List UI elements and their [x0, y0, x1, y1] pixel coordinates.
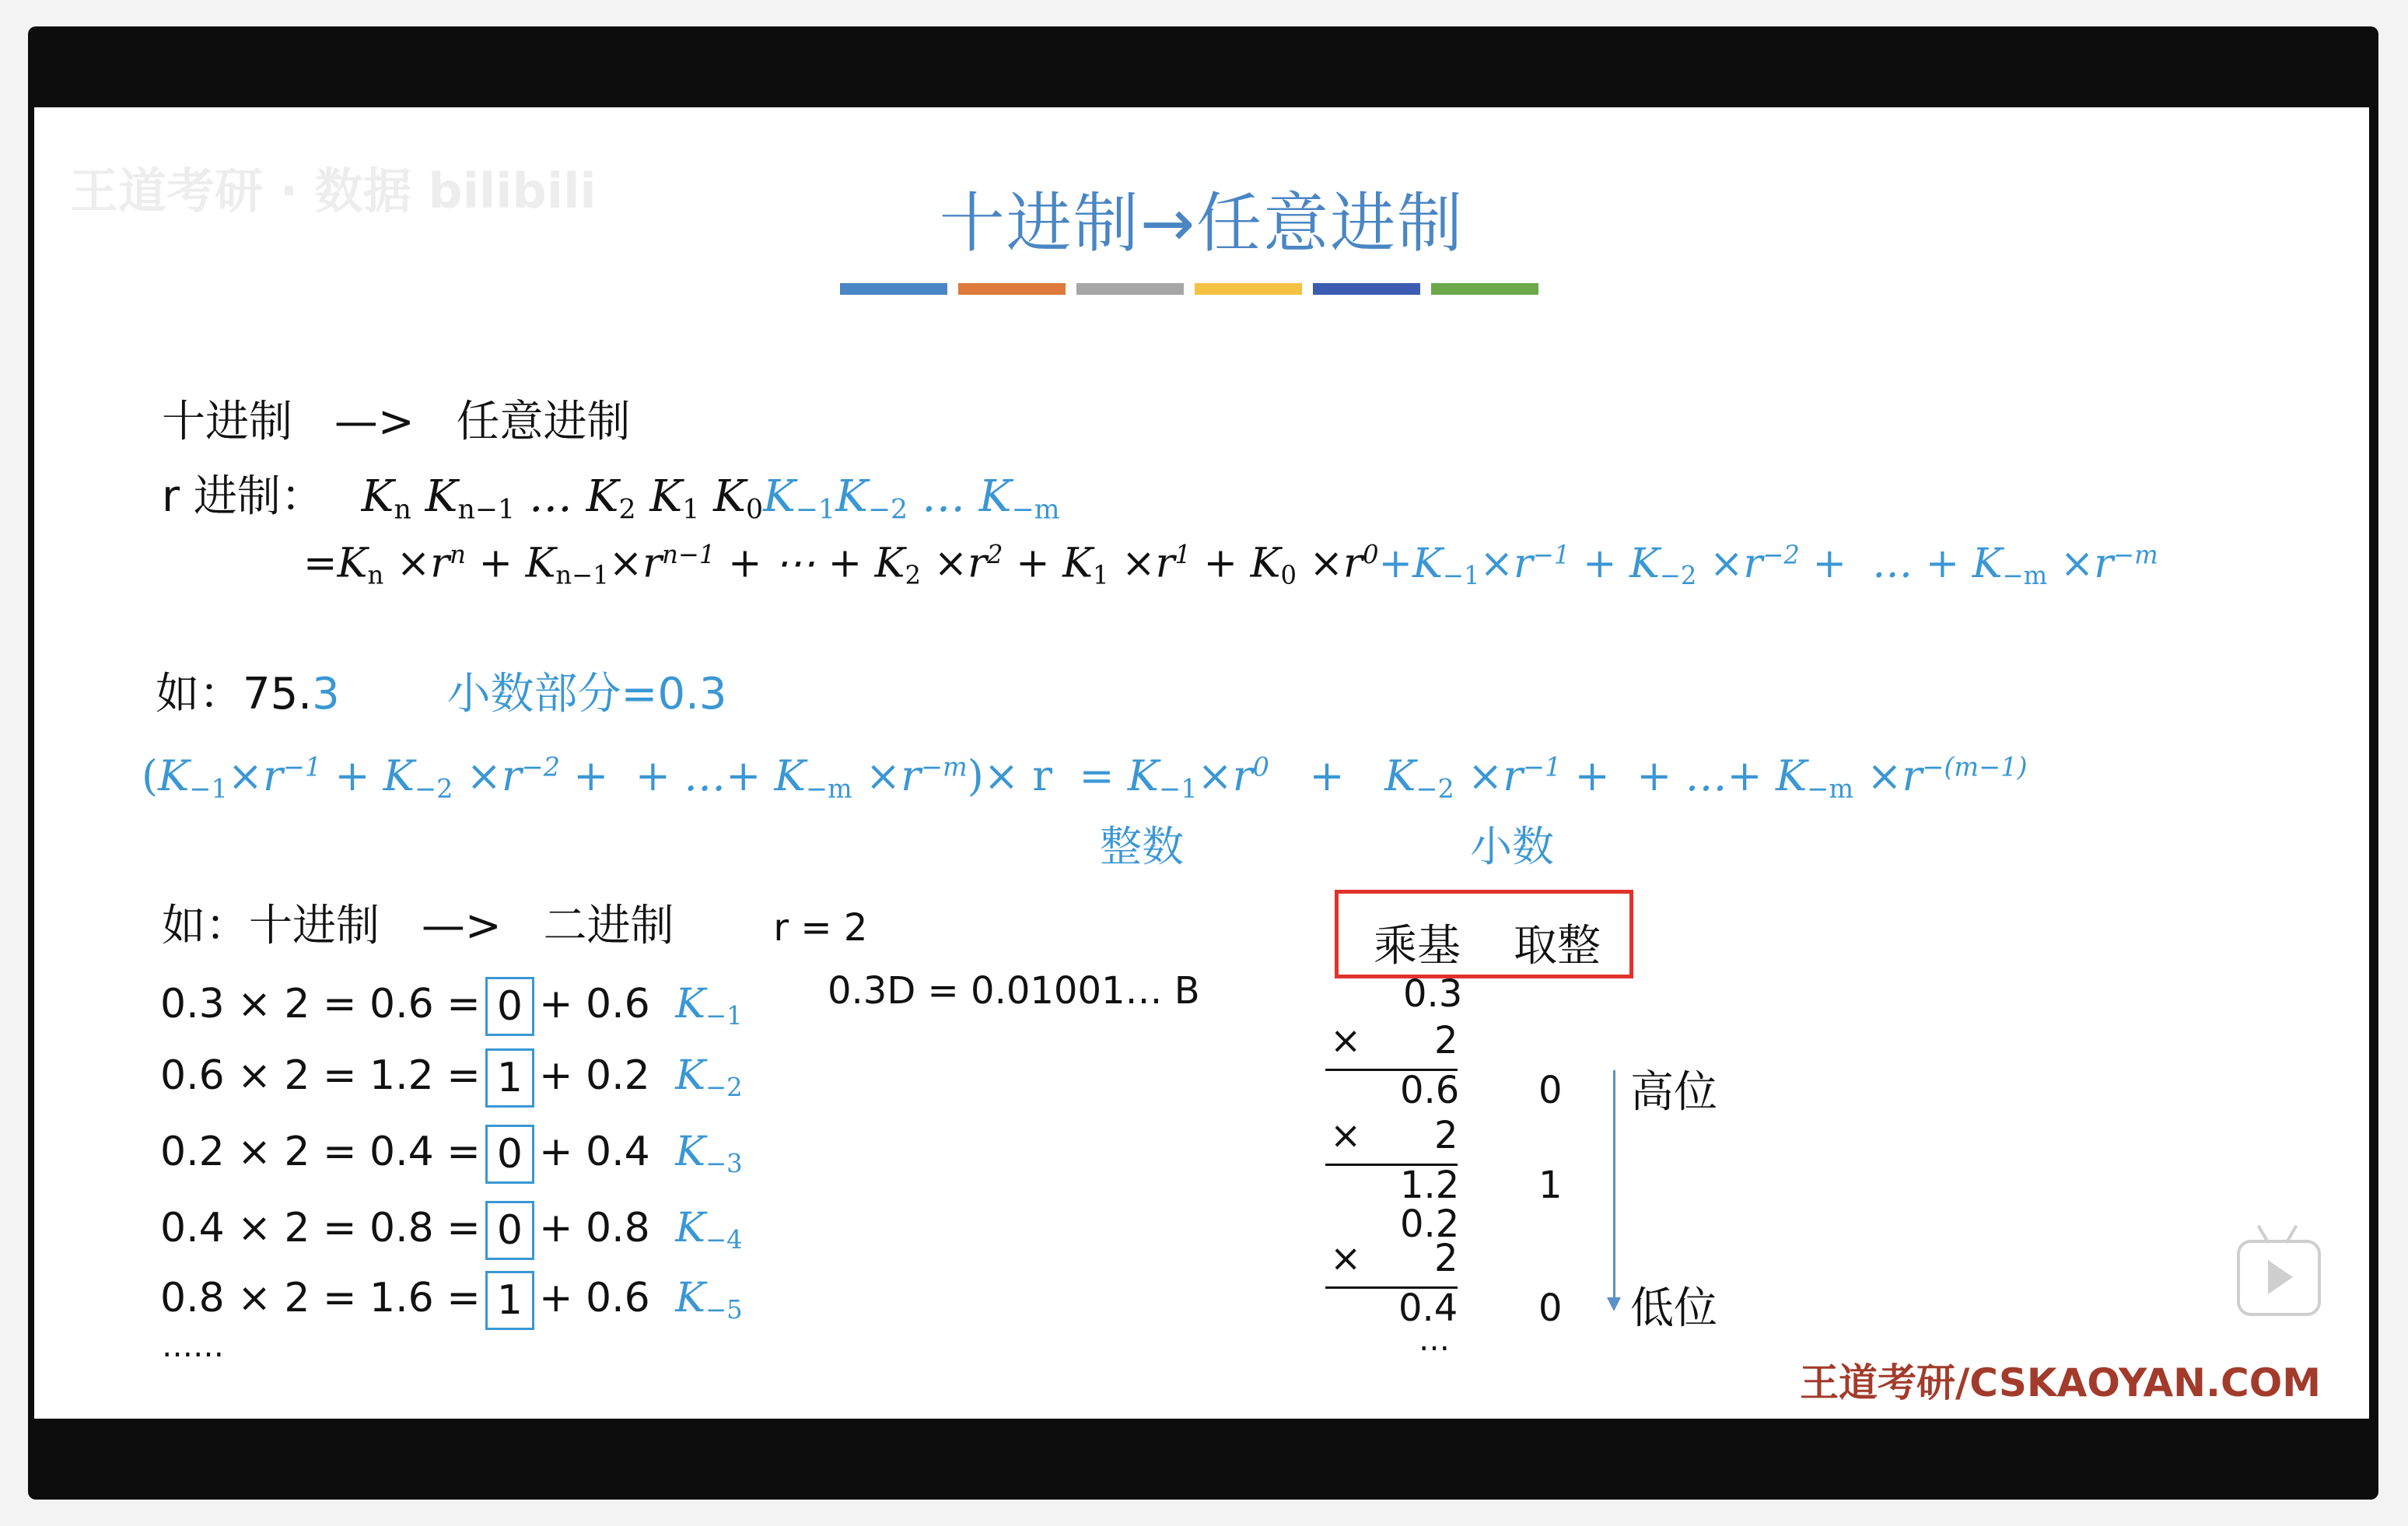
tv-antenna-icon: [2257, 1225, 2270, 1244]
radix-number-line: [162, 462, 1060, 526]
slide-title: 十进制→任意进制: [939, 185, 1465, 261]
integer-part-label: 整数: [1100, 822, 1184, 871]
heading-arrow: —>: [334, 397, 415, 447]
play-icon: [2268, 1260, 2293, 1294]
example-frac: 3: [312, 669, 340, 719]
order-arrow: [1613, 1070, 1615, 1304]
times-sign: ×: [1330, 1114, 1362, 1157]
example-number: 如：75.3 小数部分=0.3: [156, 669, 727, 719]
bilibili-watermark: 王道考研 · 数据 bilibili: [70, 163, 597, 219]
tv-antenna-icon: [2285, 1225, 2298, 1244]
r-label: r 进制：: [162, 471, 324, 522]
fraction-part-label: 小数部分=0.3: [446, 669, 727, 719]
table-row: 0.4 × 2 = 0.8 = 0 + 0.8 $K_{-4}$: [160, 1201, 743, 1260]
color-bar: [1431, 283, 1538, 295]
calc-digit: 1: [1538, 1164, 1563, 1207]
table-row: 0.8 × 2 = 1.6 = 1 + 0.6 $K_{-5}$: [160, 1271, 743, 1330]
number-integer-digits: $K_n$ $K_{n-1}$ … $K_2$ $K_1$ $K_0$: [361, 471, 764, 526]
color-bar: [1076, 283, 1184, 295]
digit-box: 0: [485, 977, 534, 1036]
digit-box: 1: [485, 1048, 534, 1108]
binary-result: 0.3D = 0.01001… B: [828, 969, 1200, 1013]
rows-ellipsis: ……: [162, 1328, 224, 1364]
calc-header-multiply: 乘基: [1374, 921, 1461, 971]
color-bar: [1313, 283, 1420, 295]
fraction-part-caption: 小数: [1470, 822, 1554, 871]
color-bar: [958, 283, 1066, 295]
color-bar: [840, 283, 947, 295]
radix-value: r = 2: [773, 906, 868, 950]
calc-header-integer: 取整: [1514, 921, 1601, 971]
table-row: 0.6 × 2 = 1.2 = 1 + 0.2 $K_{-2}$: [160, 1048, 743, 1108]
calc-value: 0.4: [1398, 1286, 1458, 1330]
digit-box: 0: [485, 1125, 534, 1184]
calc-value: 0.2: [1400, 1202, 1460, 1246]
times-sign: ×: [1330, 1237, 1362, 1280]
calc-value: 0.6: [1400, 1069, 1460, 1112]
example-int: 75.: [243, 669, 313, 719]
calc-value: 1.2: [1400, 1164, 1460, 1207]
heading-to: 任意进制: [456, 397, 631, 447]
positional-expansion: $=K_n \times r^n + K_{n-1}\times r^{n-1}$ + ⋯ + $K_2 \times r^2 + K_1 \times r^1 + K_0 \times r^0+K_{-1}\times r^{-1} + K_{-2} \times r^{-2}$ + … + $K_{-m} \times r^{-m}$: [303, 540, 2158, 590]
times-sign: ×: [1330, 1019, 1362, 1062]
high-order-label: 高位: [1630, 1067, 1717, 1118]
footer-brand: 王道考研/CSKAOYAN.COM: [1800, 1360, 2321, 1405]
slide: [34, 107, 2369, 1419]
arrow-down-icon: [1607, 1297, 1621, 1311]
binary-example-heading: 如：十进制 —> 二进制 r = 2: [162, 901, 868, 951]
low-order-label: 低位: [1630, 1283, 1717, 1334]
heading-from: 十进制: [162, 397, 292, 447]
play-button[interactable]: [2237, 1240, 2321, 1316]
digit-box: 1: [485, 1271, 534, 1330]
digit-box: 0: [485, 1201, 534, 1260]
calc-value: 2: [1434, 1114, 1458, 1157]
calc-value: 0.3: [1403, 972, 1463, 1016]
calc-digit: 0: [1538, 1286, 1563, 1330]
number-fraction-digits: $K_{-1}K_{-2}$ … $K_{-m}$: [763, 471, 1060, 526]
table-row: 0.2 × 2 = 0.4 = 0 + 0.4 $K_{-3}$: [160, 1125, 743, 1184]
multiply-by-radix-formula: ($K_{-1}\times r^{-1} + K_{-2} \times r^{-2}$ + + …+ $K_{-m} \times r^{-m})\times r = K_{-1}\times r^0 + K_{-2} \times r^{-1}$ + + …+ $K_{-m} \times r^{-(m-1)}$: [142, 751, 2028, 804]
calc-digit: 0: [1538, 1069, 1563, 1112]
calc-ellipsis: …: [1419, 1322, 1450, 1358]
calc-value: 2: [1434, 1237, 1458, 1280]
title-color-bars: [840, 283, 1538, 295]
table-row: 0.3 × 2 = 0.6 = 0 + 0.6 $K_{-1}$: [160, 977, 743, 1036]
color-bar: [1195, 283, 1302, 295]
section-heading: [162, 387, 631, 450]
calc-value: 2: [1434, 1019, 1458, 1062]
